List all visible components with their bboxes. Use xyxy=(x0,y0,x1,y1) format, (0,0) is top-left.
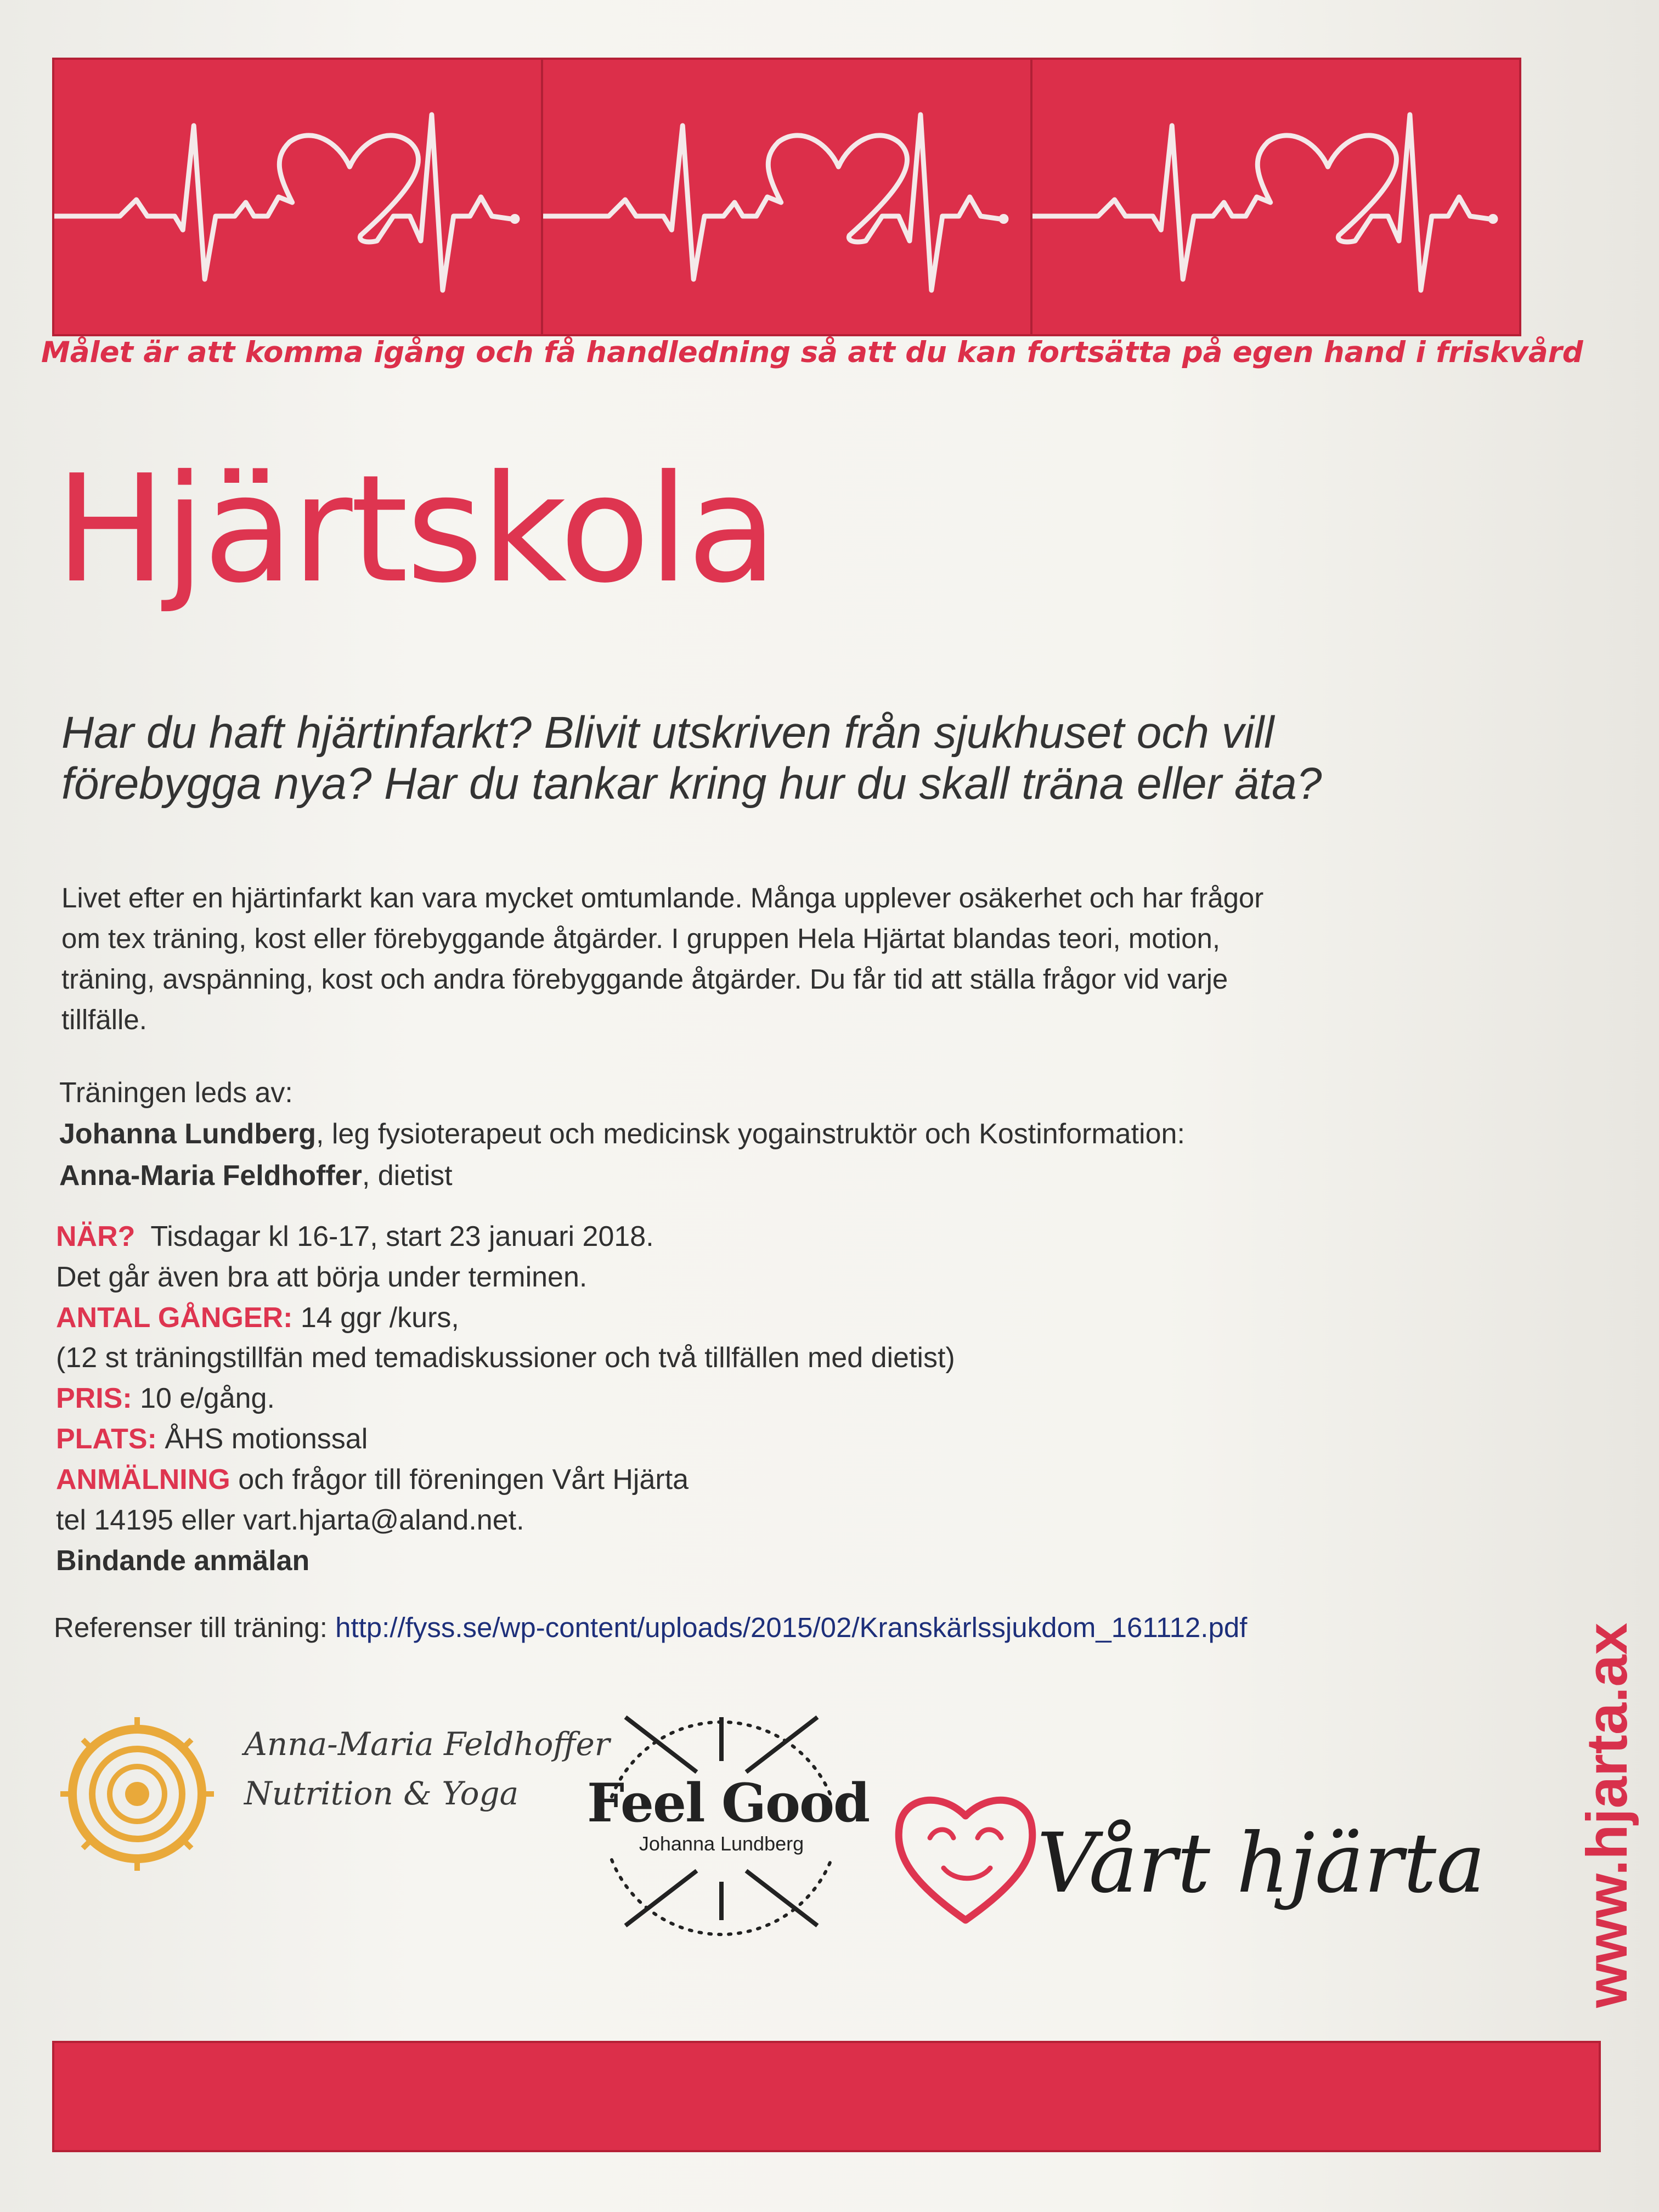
vart-hjarta-logo xyxy=(889,1778,1486,1964)
paragraph-line: om tex träning, kost eller förebyggande åtgärder. I gruppen Hela Hjärtat blandas teori, motion, xyxy=(61,922,1221,954)
signup-label: ANMÄLNING xyxy=(56,1463,230,1496)
leader-row xyxy=(59,1155,1185,1197)
sun-mandala-icon xyxy=(55,1712,219,1876)
logo-line: Anna-Maria Feldhoffer xyxy=(244,1725,610,1763)
count-note: (12 st träningstillfän med temadiskussioner och två tillfällen med dietist) xyxy=(56,1342,955,1374)
when-label: NÄR? xyxy=(56,1221,136,1252)
leader-role: , dietist xyxy=(362,1159,453,1192)
anna-maria-logo-text xyxy=(244,1720,610,1819)
place-row xyxy=(56,1419,955,1460)
contact-line: tel 14195 eller vart.hjarta@aland.net. xyxy=(56,1504,524,1536)
logo-line: Nutrition & Yoga xyxy=(244,1774,519,1812)
website-url[interactable]: www.hjarta.ax xyxy=(1575,1622,1639,2008)
leader-name: Anna-Maria Feldhoffer xyxy=(59,1159,362,1192)
heartbeat-panel xyxy=(543,60,1032,334)
lead-line: förebygga nya? Har du tankar kring hur du skall träna eller äta? xyxy=(61,758,1322,809)
references-link[interactable]: http://fyss.se/wp-content/uploads/2015/02/Kranskärlssjukdom_161112.pdf xyxy=(335,1612,1248,1643)
references-line xyxy=(54,1611,1247,1644)
page-title: Hjärtskola xyxy=(55,443,776,616)
lead-question xyxy=(61,708,1543,809)
goal-statement: Målet är att komma igång och få handledning så att du kan fortsätta på egen hand i friskvård xyxy=(41,336,1583,369)
anna-maria-logo xyxy=(55,1695,610,1893)
when-note: Det går även bra att börja under terminen. xyxy=(56,1261,588,1293)
feel-good-logo xyxy=(587,1695,870,1942)
heartbeat-banner xyxy=(52,58,1521,336)
leader-name: Johanna Lundberg xyxy=(59,1118,316,1150)
price-label: PRIS: xyxy=(56,1383,132,1415)
feel-good-subtitle: Johanna Lundberg xyxy=(639,1832,804,1855)
heartbeat-heart-icon xyxy=(54,60,541,334)
place-value: ÅHS motionssal xyxy=(165,1423,368,1455)
vart-hjarta-wordmark: Vårt hjärta xyxy=(1037,1816,1486,1911)
leader-role: , leg fysioterapeut och medicinsk yogainstruktör och Kostinformation: xyxy=(316,1118,1185,1150)
intro-paragraph xyxy=(61,878,1521,1040)
binding-notice: Bindande anmälan xyxy=(56,1544,310,1577)
lead-line: Har du haft hjärtinfarkt? Blivit utskriven från sjukhuset och vill xyxy=(61,708,1274,758)
paragraph-line: träning, avspänning, kost och andra förebyggande åtgärder. Du får tid att ställa frågor vid varje xyxy=(61,963,1228,995)
smiling-heart-icon xyxy=(889,1778,1042,1931)
count-row xyxy=(56,1298,955,1339)
count-label: ANTAL GÅNGER: xyxy=(56,1301,293,1334)
when-value: Tisdagar kl 16-17, start 23 januari 2018. xyxy=(150,1221,654,1252)
course-info xyxy=(56,1217,955,1581)
count-value: 14 ggr /kurs, xyxy=(300,1301,459,1334)
paragraph-line: Livet efter en hjärtinfarkt kan vara mycket omtumlande. Många upplever osäkerhet och har frågor xyxy=(61,882,1264,913)
signup-row xyxy=(56,1460,955,1500)
when-row xyxy=(56,1217,955,1257)
paragraph-line: tillfälle. xyxy=(61,1003,147,1035)
heartbeat-heart-icon xyxy=(543,60,1030,334)
heartbeat-heart-icon xyxy=(1032,60,1519,334)
footer-bar xyxy=(52,2041,1601,2152)
signup-value: och frågor till föreningen Vårt Hjärta xyxy=(238,1463,689,1496)
leader-row xyxy=(59,1114,1185,1155)
leaders-heading: Träningen leds av: xyxy=(59,1077,293,1109)
place-label: PLATS: xyxy=(56,1423,157,1455)
price-value: 10 e/gång. xyxy=(140,1383,275,1415)
references-label: Referenser till träning: xyxy=(54,1612,328,1643)
price-row xyxy=(56,1379,955,1419)
feel-good-title: Feel Good xyxy=(587,1772,870,1834)
leaders-section xyxy=(59,1073,1185,1197)
heartbeat-panel xyxy=(54,60,543,334)
heartbeat-panel xyxy=(1032,60,1519,334)
